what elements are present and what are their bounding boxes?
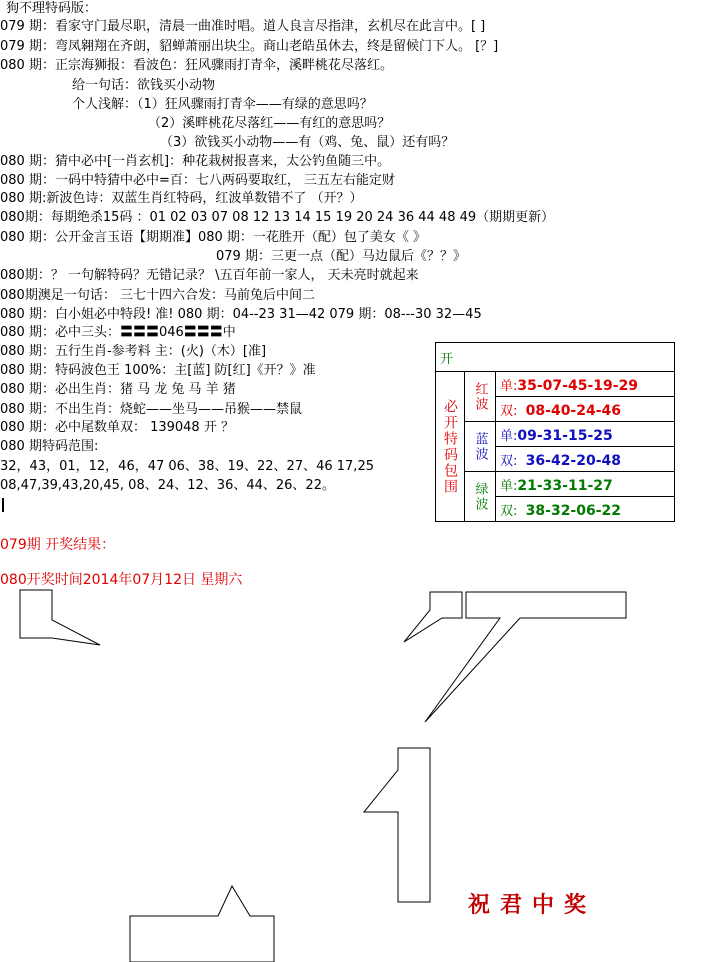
row-numbers: 08-40-24-46 <box>525 402 622 419</box>
text-line: 080 期：正宗海狮报：看波色：狂风骤雨打青伞，溪畔桃花尽落红。 <box>0 58 393 73</box>
text-line: 080 期：必出生肖：猪 马 龙 兔 马 羊 猪 <box>0 382 236 397</box>
text-line: 080 期：白小姐必中特段! 准! 080 期：04--23 31—42 079 期：08---30 32—45 <box>0 307 482 322</box>
draw-time: 080开奖时间2014年07月12日 星期六 <box>0 572 243 588</box>
callout-bubble <box>364 748 430 902</box>
table-header: 开 <box>436 343 675 372</box>
group-name: 红波 <box>465 372 496 422</box>
row-tag: 单: <box>500 378 518 394</box>
result-title: 079期 开奖结果： <box>0 537 116 553</box>
row-numbers: 21-33-11-27 <box>517 477 613 494</box>
text-line: （3）欲钱买小动物——有（鸡、兔、鼠）还有吗？ <box>160 135 455 150</box>
row-tag: 双: <box>500 403 518 419</box>
row-numbers: 35-07-45-19-29 <box>517 377 639 394</box>
group-name: 绿波 <box>465 472 496 522</box>
text-line: 080 期：公开金言玉语【期期准】080 期：一花胜开（配）包了美女《 》 <box>0 230 427 245</box>
row-tag: 双: <box>500 503 518 519</box>
text-line: 080 期：一码中特猜中必中=百：七八两码要取红， 三五左右能定财 <box>0 173 395 188</box>
blessing-text: 祝君中奖 <box>468 892 597 918</box>
text-line: 32，43，01，12，46，47 06、38、19、22、27、46 17,25 <box>0 459 374 474</box>
text-line: 080 期：不出生肖：烧蛇——坐马——吊猴——禁鼠 <box>0 402 302 417</box>
text-line: 08,47,39,43,20,45, 08、24、12、36、44、26、22。 <box>0 478 335 493</box>
page-title: 狗不理特码版： <box>6 1 98 16</box>
row-tag: 双: <box>500 453 518 469</box>
text-line: 080 期：必中三头：〓〓〓046〓〓〓中 <box>0 325 236 340</box>
text-line: 079 期：三更一点（配）马边鼠后《？？》 <box>216 249 466 264</box>
text-line: 080 期特码范围: <box>0 439 99 454</box>
text-line: 080期：每期绝杀15码 ：01 02 03 07 08 12 13 14 15 19 20 24 36 44 48 49（期期更新） <box>0 210 555 225</box>
row-numbers: 09-31-15-25 <box>517 427 613 444</box>
text-line: 080 期：特码波色王 100%：主[蓝] 防[红]《开？》准 <box>0 363 316 378</box>
text-line: 个人浅解：（1）狂风骤雨打青伞——有绿的意思吗？ <box>72 97 373 112</box>
text-line: （2）溪畔桃花尽落红——有红的意思吗？ <box>148 116 391 131</box>
text-line: 080 期:新波色诗：双蓝生肖红特码，红波单数错不了 （开？） <box>0 191 363 206</box>
text-line: 080 期：猜中必中[一肖玄机]：种花栽树报喜来，太公钓鱼随三中。 <box>0 154 391 169</box>
callout-bubble <box>404 592 462 642</box>
row-numbers: 36-42-20-48 <box>525 452 622 469</box>
callout-bubble <box>20 590 100 645</box>
text-cursor <box>2 498 4 512</box>
callout-bubble <box>130 886 274 962</box>
side-label: 必开特码包围 <box>436 372 465 522</box>
text-line: 080期：？ 一句解特码？无错记录？ \五百年前一家人， 天未亮时就起来 <box>0 268 419 283</box>
text-line: 080 期：必中尾数单双： 139048 开 ？ <box>0 420 234 435</box>
text-line: 080期澳足一句话： 三七十四六合发：马前兔后中间二 <box>0 288 315 303</box>
text-line: 给一句话：欲钱买小动物 <box>72 78 216 93</box>
row-numbers: 38-32-06-22 <box>525 502 622 519</box>
group-name: 蓝波 <box>465 422 496 472</box>
row-tag: 单: <box>500 428 518 444</box>
text-line: 080 期：五行生肖-参考料 主：(火)（木）[准] <box>0 344 267 359</box>
text-line: 079 期：弯凤翱翔在齐朗，貂蝉萧丽出块尘。商山老皓虽休去，终是留候门下人。 [？] <box>0 39 499 54</box>
text-line: 079 期：看家守门最尽职，清晨一曲准时唱。道人良言尽指津，玄机尽在此言中。[ ] <box>0 19 486 34</box>
row-tag: 单: <box>500 478 518 494</box>
